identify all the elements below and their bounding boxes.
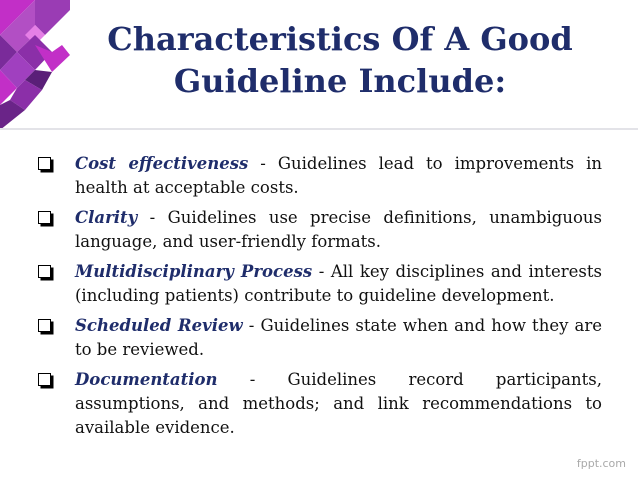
footer-brand: fppt.com <box>576 457 626 470</box>
bullet-term: Scheduled Review <box>75 316 243 335</box>
corner-decoration <box>0 0 70 130</box>
checkbox-icon <box>38 157 51 170</box>
title-line-2: Guideline Include: <box>173 62 507 100</box>
characteristics-list <box>38 152 602 446</box>
list-item-multidisciplinary-process <box>38 260 602 308</box>
title-divider <box>0 128 638 130</box>
bullet-text: - All key disciplines and interests (including patients) contribute to guideline development. <box>75 262 603 305</box>
list-item-clarity <box>38 206 602 254</box>
checkbox-icon <box>38 319 51 332</box>
bullet-text: - Guidelines lead to improvements in health at acceptable costs. <box>75 154 603 197</box>
page-title <box>70 18 610 102</box>
bullet-text: - Guidelines use precise definitions, unambiguous language, and user-friendly formats. <box>75 208 602 251</box>
list-item-documentation <box>38 368 602 440</box>
checkbox-icon <box>38 211 51 224</box>
bullet-term: Cost effectiveness <box>75 154 249 173</box>
bullet-text: - Guidelines state when and how they are to be reviewed. <box>75 316 603 359</box>
bullet-term: Documentation <box>75 370 218 389</box>
bullet-term: Clarity <box>75 208 138 227</box>
bullet-text: - Guidelines record participants, assumptions, and methods; and link recommendations to available evidence. <box>75 370 602 437</box>
list-item-scheduled-review <box>38 314 602 362</box>
title-line-1: Characteristics Of A Good <box>107 20 573 58</box>
checkbox-icon <box>38 373 51 386</box>
checkbox-icon <box>38 265 51 278</box>
bullet-term: Multidisciplinary Process <box>75 262 313 281</box>
list-item-cost-effectiveness <box>38 152 602 200</box>
